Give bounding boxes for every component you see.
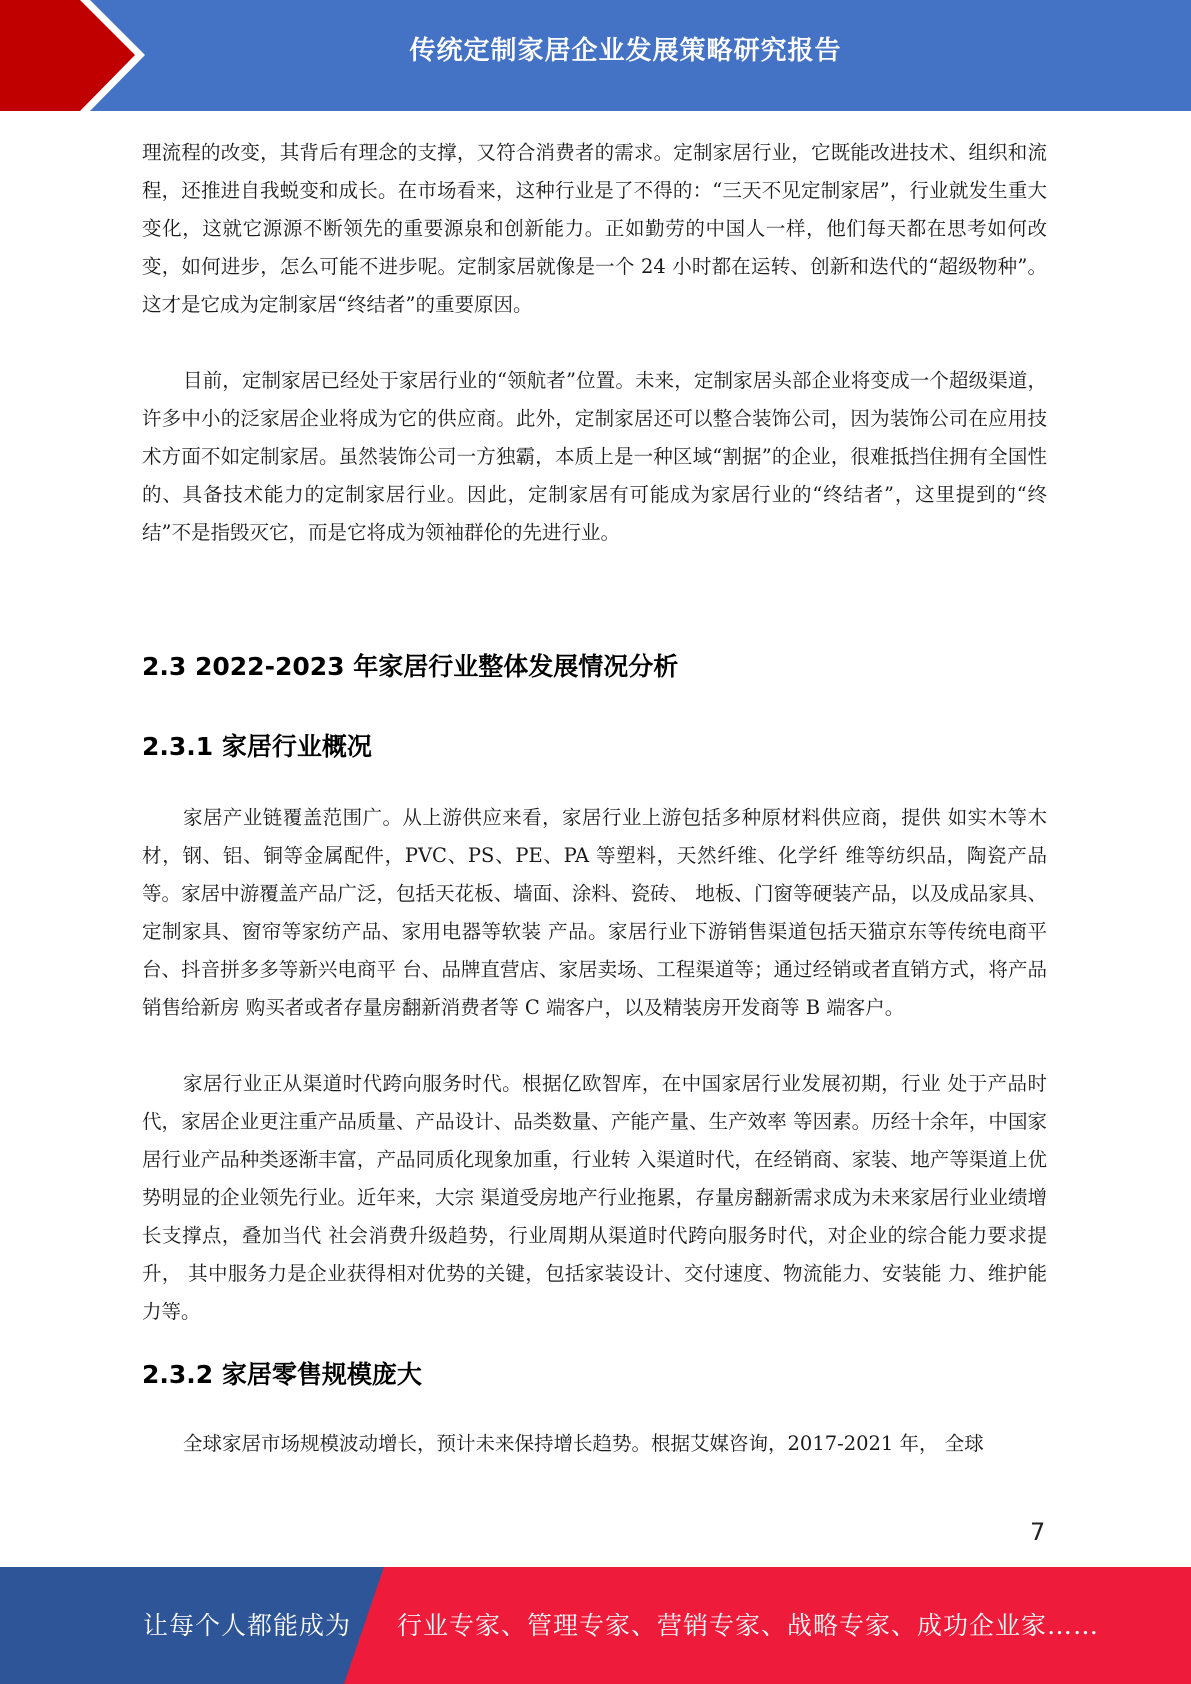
paragraph-service-era: 家居行业正从渠道时代跨向服务时代。根据亿欧智库，在中国家居行业发展初期，行业 处于产品时代，家居企业更注重产品质量、产品设计、品类数量、产能产量、生产效率 等因素。历经十余年，中国家居行业产品种类逐渐丰富，产品同质化现象加重，行业转 入渠道时代，在经销商、家装、地产等渠道上优势明显的企业领先行业。近年来，大宗 渠道受房地产行业拖累，存量房翻新需求成为未来家居行业业绩增长支撑点，叠加当代 社会消费升级趋势，行业周期从渠道时代跨向服务时代，对企业的综合能力要求提升， 其中服务力是企业获得相对优势的关键，包括家装设计、交付速度、物流能力、安装能 力、维护能力等。 — [142, 1072, 1047, 1323]
section-heading-2-3-1: 2.3.1 家居行业概况 — [142, 732, 372, 761]
paragraph-industry-chain: 家居产业链覆盖范围广。从上游供应来看，家居行业上游包括多种原材料供应商，提供 如实木等木材，钢、铝、铜等金属配件，PVC、PS、PE、PA 等塑料，天然纤维、化学纤 维等纺织品，陶瓷产品等。家居中游覆盖产品广泛，包括天花板、墙面、涂料、瓷砖、 地板、门窗等硬装产品，以及成品家具、定制家具、窗帘等家纺产品、家用电器等软装 产品。家居行业下游销售渠道包括天猫京东等传统电商平台、抖音拼多多等新兴电商平 台、品牌直营店、家居卖场、工程渠道等；通过经销或者直销方式，将产品销售给新房 购买者或者存量房翻新消费者等 C 端客户，以及精装房开发商等 B 端客户。 — [142, 806, 1047, 1019]
page-number: 7 — [1030, 1518, 1046, 1546]
paragraph-custom-home-innovation: 理流程的改变，其背后有理念的支撑，又符合消费者的需求。定制家居行业，它既能改进技术、组织和流程，还推进自我蜕变和成长。在市场看来，这种行业是了不得的：“三天不见定制家居”，行业就发生重大变化，这就它源源不断领先的重要源泉和创新能力。正如勤劳的中国人一样，他们每天都在思考如何改变，如何进步，怎么可能不进步呢。定制家居就像是一个 24 小时都在运转、创新和迭代的“超级物种”。这才是它成为定制家居“终结者”的重要原因。 — [142, 141, 1047, 316]
section-heading-2-3-2: 2.3.2 家居零售规模庞大 — [142, 1360, 422, 1389]
paragraph-global-market: 全球家居市场规模波动增长，预计未来保持增长趋势。根据艾媒咨询，2017-2021 年， 全球 — [183, 1432, 984, 1455]
page-header — [0, 0, 1191, 111]
paragraph-custom-home-leader: 目前，定制家居已经处于家居行业的“领航者”位置。未来，定制家居头部企业将变成一个超级渠道，许多中小的泛家居企业将成为它的供应商。此外，定制家居还可以整合装饰公司，因为装饰公司在应用技术方面不如定制家居。虽然装饰公司一方独霸，本质上是一种区域“割据”的企业，很难抵挡住拥有全国性的、具备技术能力的定制家居行业。因此，定制家居有可能成为家居行业的“终结者”，这里提到的“终结”不是指毁灭它，而是它将成为领袖群伦的先进行业。 — [142, 369, 1047, 544]
footer-slogan-left: 让每个人都能成为 — [143, 1611, 352, 1640]
page-footer — [0, 1567, 1191, 1684]
page-content — [142, 134, 1047, 1463]
footer-slogan-right: 行业专家、管理专家、营销专家、战略专家、成功企业家…… — [397, 1611, 1100, 1640]
section-heading-2-3: 2.3 2022-2023 年家居行业整体发展情况分析 — [142, 652, 679, 681]
report-title: 传统定制家居企业发展策略研究报告 — [409, 36, 842, 66]
